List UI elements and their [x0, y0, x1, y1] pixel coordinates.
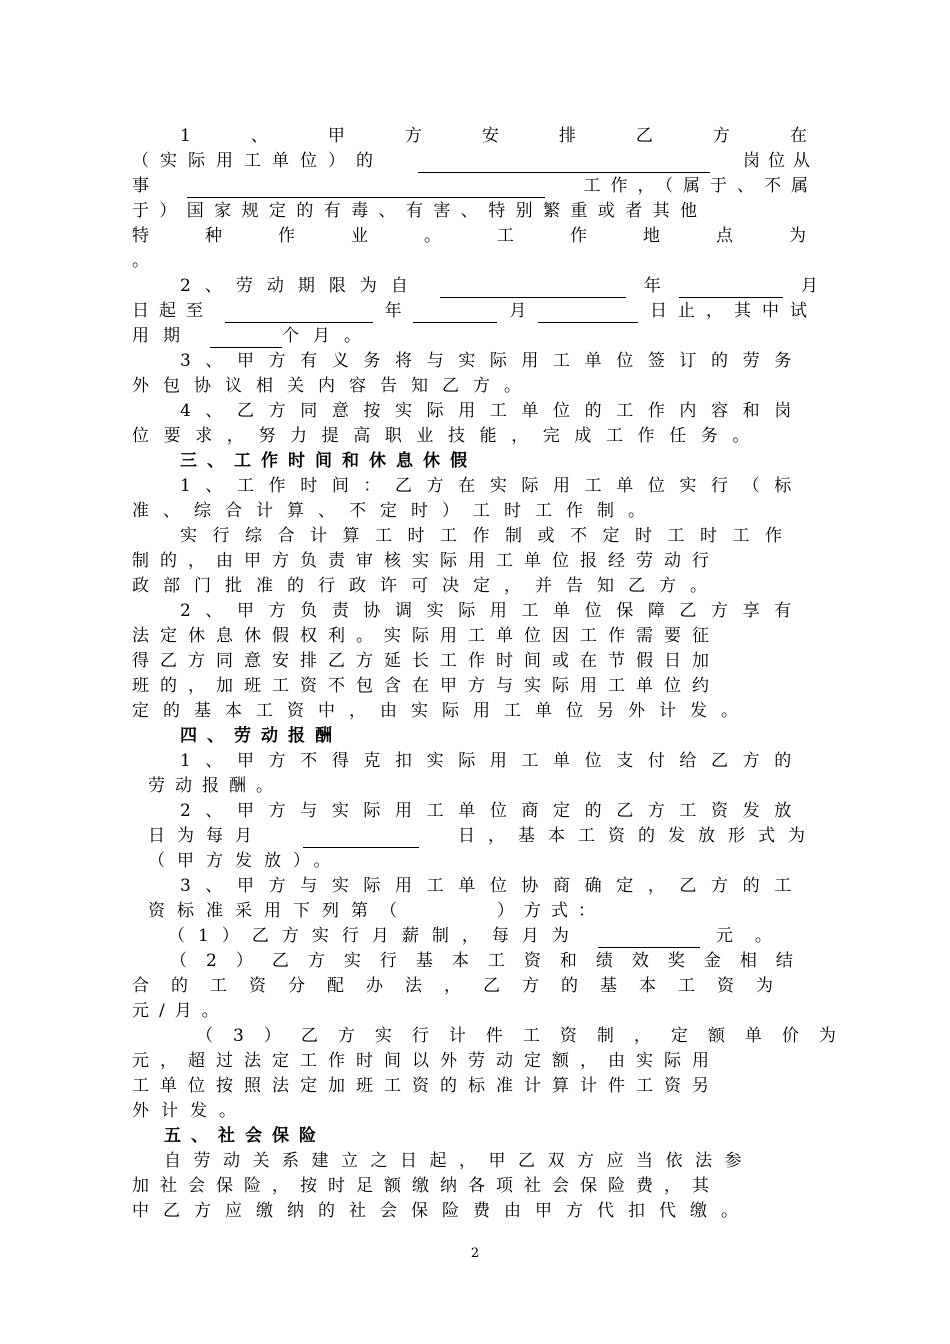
text-segment: 事 — [132, 176, 149, 196]
sec4-line-1 — [180, 749, 818, 773]
sec3-line-6 — [180, 599, 818, 623]
sec3-line-4 — [132, 549, 818, 573]
text-segment: （实际用工单位）的 — [132, 151, 384, 171]
text-segment: 制的，由甲方负责审核实际用工单位报经劳动行 — [132, 551, 720, 571]
clause-1-line-5 — [132, 224, 862, 248]
text-segment: （2）乙方实行基本工资和绩效奖金相结 — [170, 951, 812, 971]
text-segment: 四、劳动报酬 — [180, 726, 342, 746]
text-segment: 岗位从 — [743, 151, 818, 171]
text-segment: 用期 — [132, 326, 194, 346]
end-month-blank — [413, 304, 497, 323]
sec5-line-2 — [132, 1174, 818, 1198]
text-segment: 合的工资分配办法，乙方的基本工资为 — [132, 976, 795, 996]
page-number: 2 — [470, 1246, 480, 1261]
text-segment: 位要求，努力提高职业技能，完成工作任务。 — [132, 426, 764, 446]
text-segment: 劳动报酬。 — [148, 776, 283, 796]
text-segment: 3、甲方与实际用工单位协商确定，乙方的工 — [180, 876, 806, 896]
text-segment: 2、甲方负责协调实际用工单位保障乙方享有 — [180, 601, 806, 621]
text-segment: 五、社会保险 — [164, 1126, 326, 1146]
text-segment: 个月。 — [282, 326, 375, 346]
sec3-line-8 — [132, 649, 818, 673]
sec4-line-8 — [168, 924, 854, 948]
monthly-salary-blank — [598, 929, 700, 948]
text-segment: 日止，其中试 — [649, 301, 818, 321]
sec4-line-9 — [170, 949, 818, 973]
end-day-blank — [538, 304, 638, 323]
work-type-blank — [187, 179, 545, 198]
sec4-line-5 — [148, 849, 834, 873]
text-segment: （3）乙方实行计件工资制，定额单价为 — [196, 1026, 856, 1046]
probation-months-blank — [210, 329, 282, 348]
text-segment: （1）乙方实行月薪制，每月为 — [168, 926, 582, 946]
sec3-line-3 — [180, 524, 818, 548]
section-3-heading — [180, 449, 866, 473]
sec4-line-7 — [148, 899, 834, 923]
clause-2-line-1 — [180, 274, 818, 298]
pay-day-blank — [303, 829, 419, 848]
clause-1-line-2 — [132, 149, 818, 173]
sec3-line-7 — [132, 624, 818, 648]
sec5-line-1 — [164, 1149, 818, 1173]
text-segment: 年 — [643, 276, 661, 296]
job-position-blank — [418, 154, 710, 173]
text-segment: 2、甲方与实际用工单位商定的乙方工资发放 — [180, 801, 806, 821]
text-segment: 定的基本工资中，由实际用工单位另外计发。 — [132, 701, 752, 721]
clause-1-line-4 — [132, 199, 818, 223]
text-segment: 2、劳动期限为自 — [180, 276, 422, 296]
sec4-line-10 — [132, 974, 818, 998]
sec4-line-12 — [196, 1024, 856, 1048]
text-segment: 法定休息休假权利。实际用工单位因工作需要征 — [132, 626, 720, 646]
text-segment: 得乙方同意安排乙方延长工作时间或在节假日加 — [132, 651, 720, 671]
sec4-line-3 — [180, 799, 818, 823]
sec4-line-11 — [132, 999, 818, 1023]
sec4-line-4 — [148, 824, 818, 848]
text-1: 1、甲方安排乙方在 — [180, 126, 867, 146]
text-segment: 元/月。 — [132, 1001, 229, 1021]
text-segment: 特种作业。工作地点为 — [132, 226, 862, 246]
text-segment: 。 — [132, 251, 149, 271]
text-segment: 3、甲方有义务将与实际用工单位签订的劳务 — [180, 351, 806, 371]
text-segment: 4、乙方同意按实际用工单位的工作内容和岗 — [180, 401, 806, 421]
sec4-line-13 — [132, 1049, 818, 1073]
clause-2-line-2 — [132, 299, 818, 323]
text-segment: 1、工作时间：乙方在实际用工单位实行（标 — [180, 476, 806, 496]
text-segment: ）方式： — [497, 901, 605, 921]
text-segment: 日，基本工资的发放形式为 — [458, 826, 818, 846]
clause-4-line-1 — [180, 399, 818, 423]
clause-3-line-2 — [132, 374, 818, 398]
text-segment: 工作，（属于、不属 — [583, 176, 818, 196]
start-year-blank — [440, 279, 626, 298]
clause-3-line-1 — [180, 349, 818, 373]
section-5-heading — [164, 1124, 850, 1148]
text-segment: 加社会保险，按时足额缴纳各项社会保险费，其 — [132, 1176, 720, 1196]
sec3-line-5 — [132, 574, 818, 598]
sec3-line-1 — [180, 474, 818, 498]
start-month-blank — [679, 279, 783, 298]
text-segment: 准、综合计算、不定时）工时工作制。 — [132, 501, 659, 521]
text-segment: 于）国家规定的有毒、有害、特别繁重或者其他 — [132, 201, 708, 221]
text-segment: 外计发。 — [132, 1101, 248, 1121]
sec3-line-2 — [132, 499, 818, 523]
sec4-line-15 — [132, 1099, 818, 1123]
text-segment: 年 — [384, 301, 402, 321]
text-segment: 自劳动关系建立之日起，甲乙双方应当依法参 — [164, 1151, 754, 1171]
text-segment: 外包协议相关内容告知乙方。 — [132, 376, 535, 396]
text-segment: 工单位按照法定加班工资的标准计算计件工资另 — [132, 1076, 720, 1096]
clause-2-line-3 — [132, 324, 818, 348]
sec3-line-9 — [132, 674, 818, 698]
end-year-blank — [225, 304, 373, 323]
text-segment: 资标准采用下列第（ — [148, 901, 409, 921]
text-segment: 元。 — [715, 926, 794, 946]
text-segment: 月 — [509, 301, 527, 321]
sec3-line-10 — [132, 699, 818, 723]
sec5-line-3 — [132, 1199, 818, 1223]
sec4-line-2 — [148, 774, 834, 798]
method-choice-blank — [425, 905, 481, 923]
text-segment: 中乙方应缴纳的社会保险费由甲方代扣代缴。 — [132, 1201, 752, 1221]
sec4-line-6 — [180, 874, 818, 898]
text-segment: 三、工作时间和休息休假 — [180, 451, 477, 471]
text-segment: 实行综合计算工时工作制或不定时工时工作 — [180, 526, 798, 546]
text-segment: 月 — [800, 276, 818, 296]
text-segment: 日为每月 — [148, 826, 264, 846]
clause-4-line-2 — [132, 424, 818, 448]
text-segment: 班的，加班工资不包含在甲方与实际用工单位约 — [132, 676, 720, 696]
clause-1-line-6 — [132, 249, 818, 273]
text-segment: 元，超过法定工作时间以外劳动定额，由实际用 — [132, 1051, 720, 1071]
text-segment: 政部门批准的行政许可决定，并告知乙方。 — [132, 576, 721, 596]
text-segment: 日起至 — [132, 301, 213, 321]
text-segment: （甲方发放）。 — [148, 851, 343, 871]
text-segment: 1、甲方不得克扣实际用工单位支付给乙方的 — [180, 751, 806, 771]
clause-1-line-1 — [180, 124, 867, 148]
section-4-heading — [180, 724, 866, 748]
clause-1-line-3 — [132, 174, 818, 198]
sec4-line-14 — [132, 1074, 818, 1098]
